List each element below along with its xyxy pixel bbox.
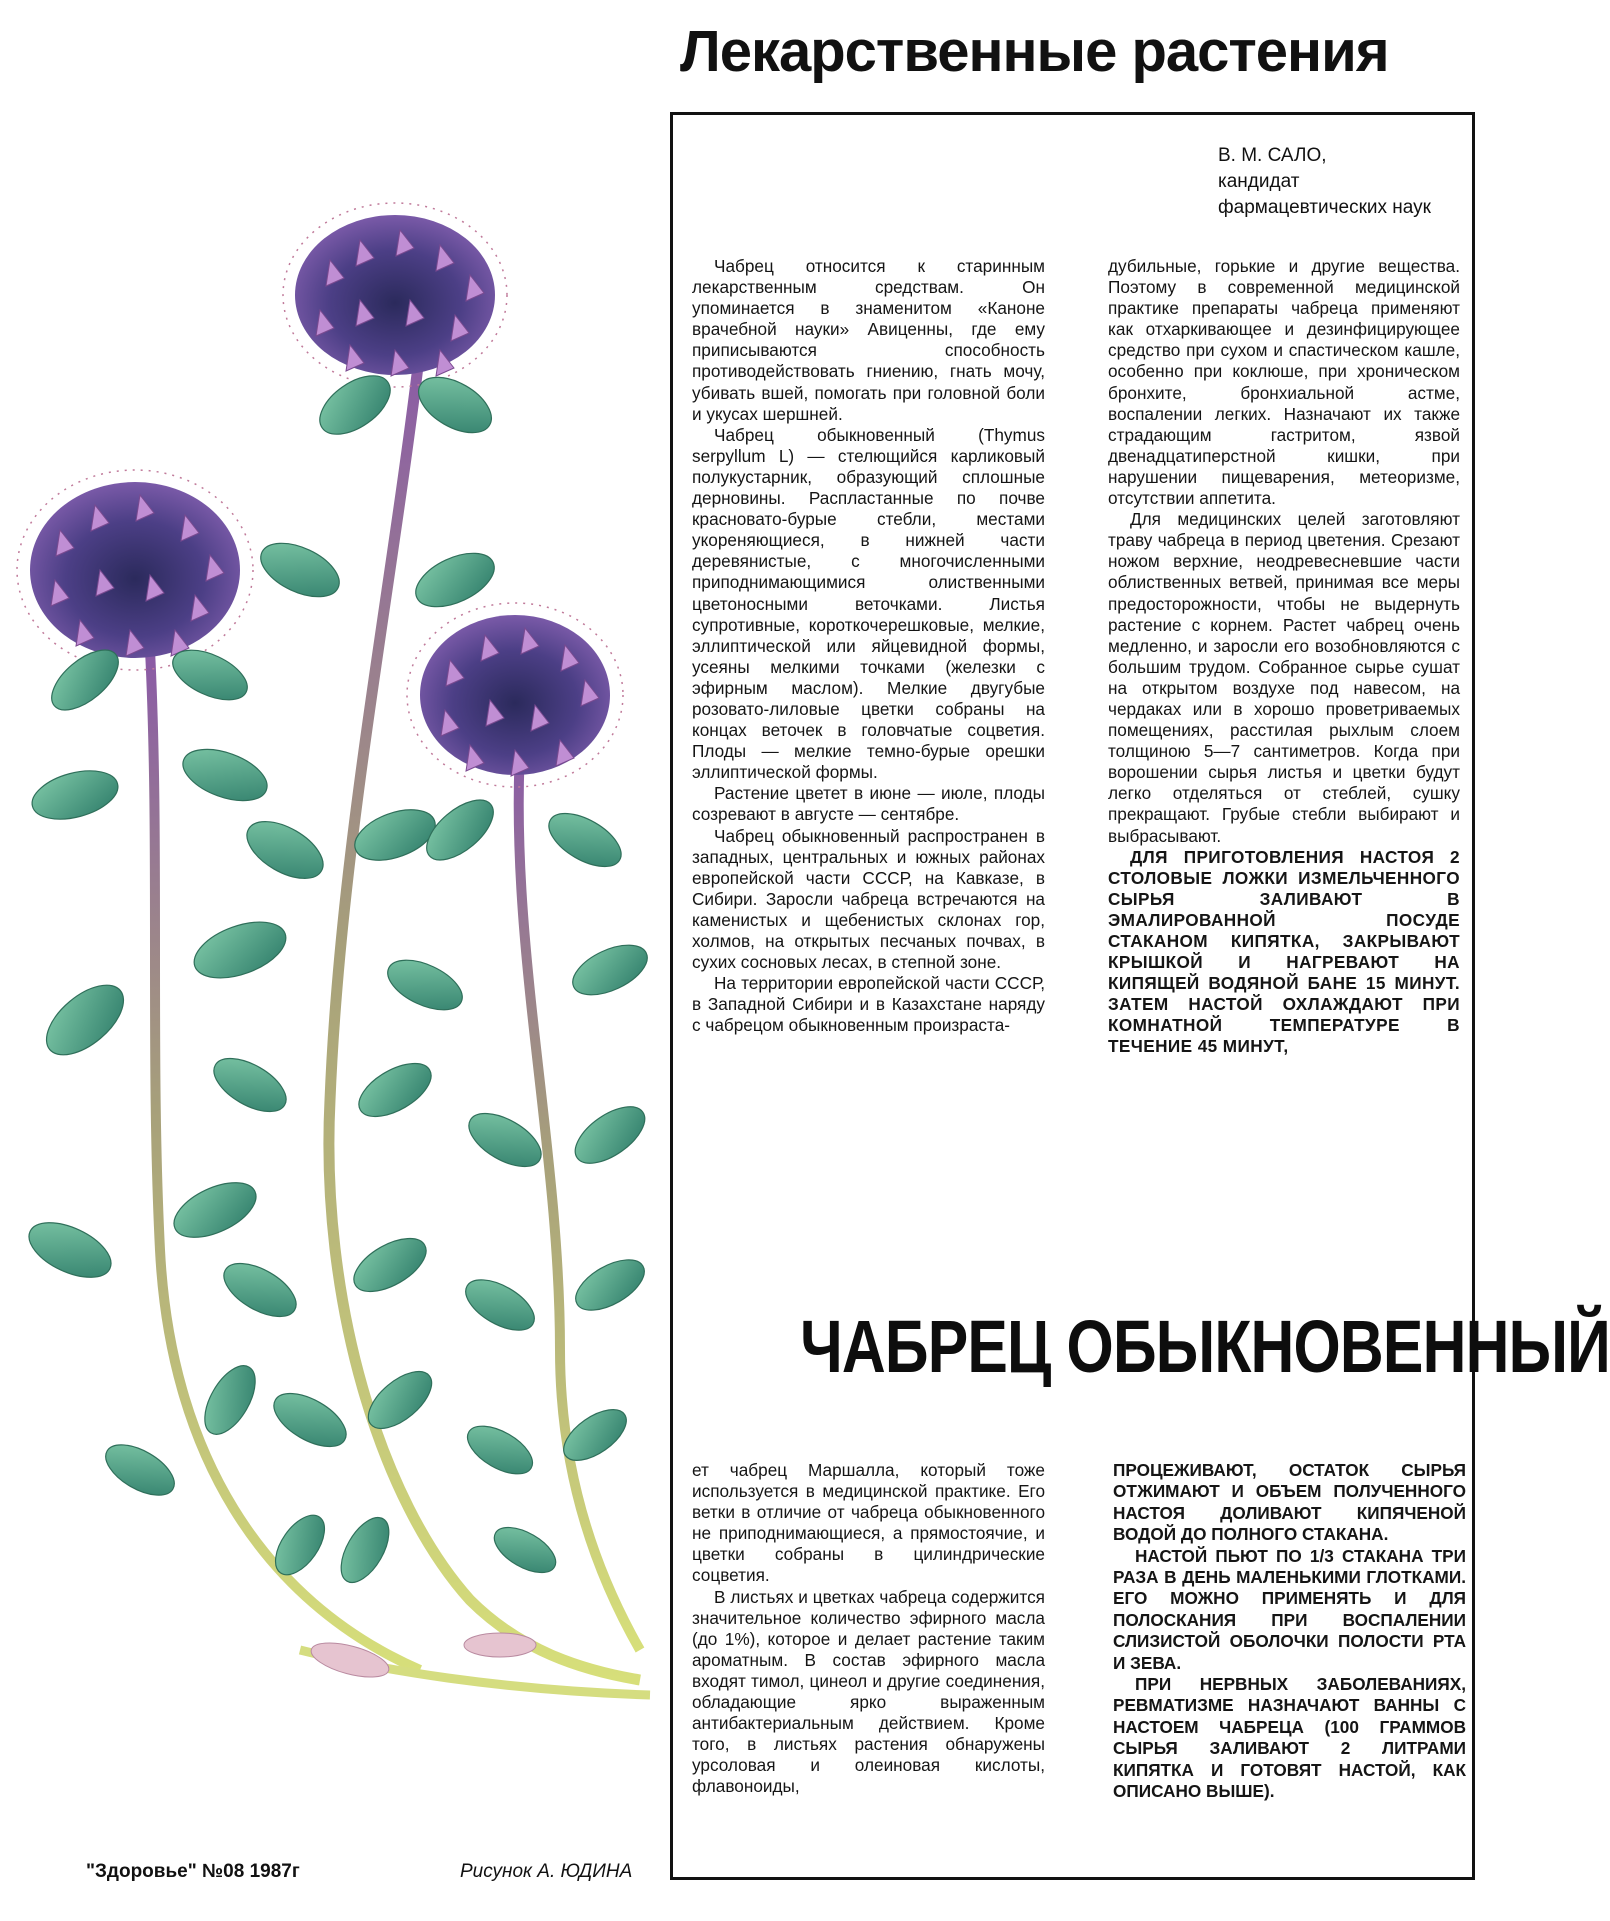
recipe-paragraph: ПРОЦЕЖИВАЮТ, ОСТАТОК СЫРЬЯ ОТЖИМАЮТ И ОБЪЕМ ПОЛУЧЕННОГО НАСТОЯ ДОЛИВАЮТ КИПЯЧЕНОЙ ВОДОЙ ДО ПОЛНОГО СТАКАНА.	[1113, 1460, 1466, 1545]
source-note: "Здоровье" №08 1987г	[86, 1861, 300, 1882]
article-column-2	[1108, 256, 1460, 1058]
article-column-3	[692, 1460, 1045, 1798]
paragraph: Растение цветет в июне — июле, плоды созревают в августе — сентябре.	[692, 783, 1045, 825]
flower-head-top	[283, 203, 507, 387]
paragraph: дубильные, горькие и другие вещества. Поэтому в современной медицинской практике препараты чабреца применяют как отхаркивающее и дезинфицирующее средство при сухом и спастическом кашле, особенно при коклюше, при хроническом бронхите, бронхиальной астме, воспалении легких. Назначают их также страдающим гастритом, язвой двенадцатиперстной кишки, при нарушении пищеварения, метеоризме, отсутствии аппетита.	[1108, 256, 1460, 509]
author-name: В. М. САЛО,	[1218, 145, 1327, 166]
paragraph: Для медицинских целей заготовляют траву чабреца в период цветения. Срезают ножом верхние, неодревесневшие части облиственных ветвей, принимая все меры предосторожности, чтобы не выдернуть растение с корнем. Растет чабрец очень медленно, и заросли его возобновляются с большим трудом. Собранное сырье сушат на открытом воздухе под навесом, на чердаках или в хорошо проветриваемых помещениях, расстилая рыхлым слоем толщиною 5—7 сантиметров. Когда при ворошении сырья листья и цветки будут легко отделяться от стеблей, сушку прекращают. Грубые стебли выбирают и выбрасывают.	[1108, 509, 1460, 846]
article-title: ЧАБРЕЦ ОБЫКНОВЕННЫЙ	[800, 1305, 1610, 1388]
paragraph: В листьях и цветках чабреца содержится значительное количество эфирного масла (до 1%), которое и делает растение таким ароматным. В состав эфирного масла входят тимол, цинеол и другие соединения, обладающие ярко выраженным антибактериальным действием. Кроме того, в листьях растения обнаружены урсоловая и олеиновая кислоты, флавоноиды,	[692, 1586, 1045, 1797]
flower-head-right	[407, 603, 623, 787]
paragraph: Чабрец относится к старинным лекарственным средствам. Он упоминается в знаменитом «Каноне врачебной науки» Авиценны, где ему приписываются способность противодействовать гниению, гнать мочу, убивать вшей, помогать при головной боли и укусах шершней.	[692, 256, 1045, 424]
author-degree-line2: фармацевтических наук	[1218, 197, 1431, 218]
paragraph: На территории европейской части СССР, в Западной Сибири и в Казахстане наряду с чабрецом обыкновенным произраста-	[692, 973, 1045, 1036]
recipe-paragraph: ДЛЯ ПРИГОТОВЛЕНИЯ НАСТОЯ 2 СТОЛОВЫЕ ЛОЖКИ ИЗМЕЛЬЧЕННОГО СЫРЬЯ ЗАЛИВАЮТ В ЭМАЛИРОВАННОЙ ПОСУДЕ СТАКАНОМ КИПЯТКА, ЗАКРЫВАЮТ КРЫШКОЙ И НАГРЕВАЮТ НА КИПЯЩЕЙ ВОДЯНОЙ БАНЕ 15 МИНУТ. ЗАТЕМ НАСТОЙ ОХЛАЖДАЮТ ПРИ КОМНАТНОЙ ТЕМПЕРАТУРЕ В ТЕЧЕНИЕ 45 МИНУТ,	[1108, 846, 1460, 1057]
thyme-plant-drawing	[0, 150, 670, 1810]
flower-head-left	[17, 470, 253, 670]
thyme-illustration	[0, 150, 670, 1810]
author-degree-line1: кандидат	[1218, 171, 1300, 192]
section-title: Лекарственные растения	[680, 19, 1389, 84]
article-column-4	[1113, 1460, 1466, 1803]
recipe-paragraph: НАСТОЙ ПЬЮТ ПО 1/3 СТАКАНА ТРИ РАЗА В ДЕНЬ МАЛЕНЬКИМИ ГЛОТКАМИ. ЕГО МОЖНО ПРИМЕНЯТЬ И ДЛЯ ПОЛОСКАНИЯ ПРИ ВОСПАЛЕНИИ СЛИЗИСТОЙ ОБОЛОЧКИ ПОЛОСТИ РТА И ЗЕВА.	[1113, 1545, 1466, 1673]
paragraph: ет чабрец Маршалла, который тоже используется в медицинской практике. Его ветки в отличие от чабреца обыкновенного не приподнимающиеся, а прямостоячие, и цветки собраны в цилиндрические соцветия.	[692, 1460, 1045, 1586]
stem-right	[519, 750, 640, 1650]
artist-credit: Рисунок А. ЮДИНА	[460, 1861, 633, 1882]
author-block	[1218, 143, 1468, 221]
paragraph: Чабрец обыкновенный распространен в западных, центральных и южных районах европейской части СССР, на Кавказе, в Сибири. Заросли чабреца встречаются на каменистых и щебенистых склонах гор, холмов, на открытых песчаных почвах, в сухих сосновых лесах, в степной зоне.	[692, 825, 1045, 973]
paragraph: Чабрец обыкновенный (Thymus serpyllum L) — стелющийся карликовый полукустарник, образующий сплошные дерновины. Распластанные по почве красновато-бурые стебли, местами укореняющиеся, в нижней части деревянистые, с многочисленными приподнимающимися олиственными цветоносными веточками. Листья супротивные, короткочерешковые, мелкие, эллиптической или яйцевидной формы, усеяны мелкими точками (железки с эфирным маслом). Мелкие двугубые розовато-лиловые цветки собраны на концах веточек в головчатые соцветия. Плоды — мелкие темно-бурые орешки эллиптической формы.	[692, 424, 1045, 783]
recipe-paragraph: ПРИ НЕРВНЫХ ЗАБОЛЕВАНИЯХ, РЕВМАТИЗМЕ НАЗНАЧАЮТ ВАННЫ С НАСТОЕМ ЧАБРЕЦА (100 ГРАММОВ СЫРЬЯ ЗАЛИВАЮТ 2 ЛИТРАМИ КИПЯТКА И ГОТОВЯТ НАСТОЙ, КАК ОПИСАНО ВЫШЕ).	[1113, 1674, 1466, 1802]
stem-center	[329, 350, 640, 1680]
article-column-1	[692, 256, 1045, 1036]
